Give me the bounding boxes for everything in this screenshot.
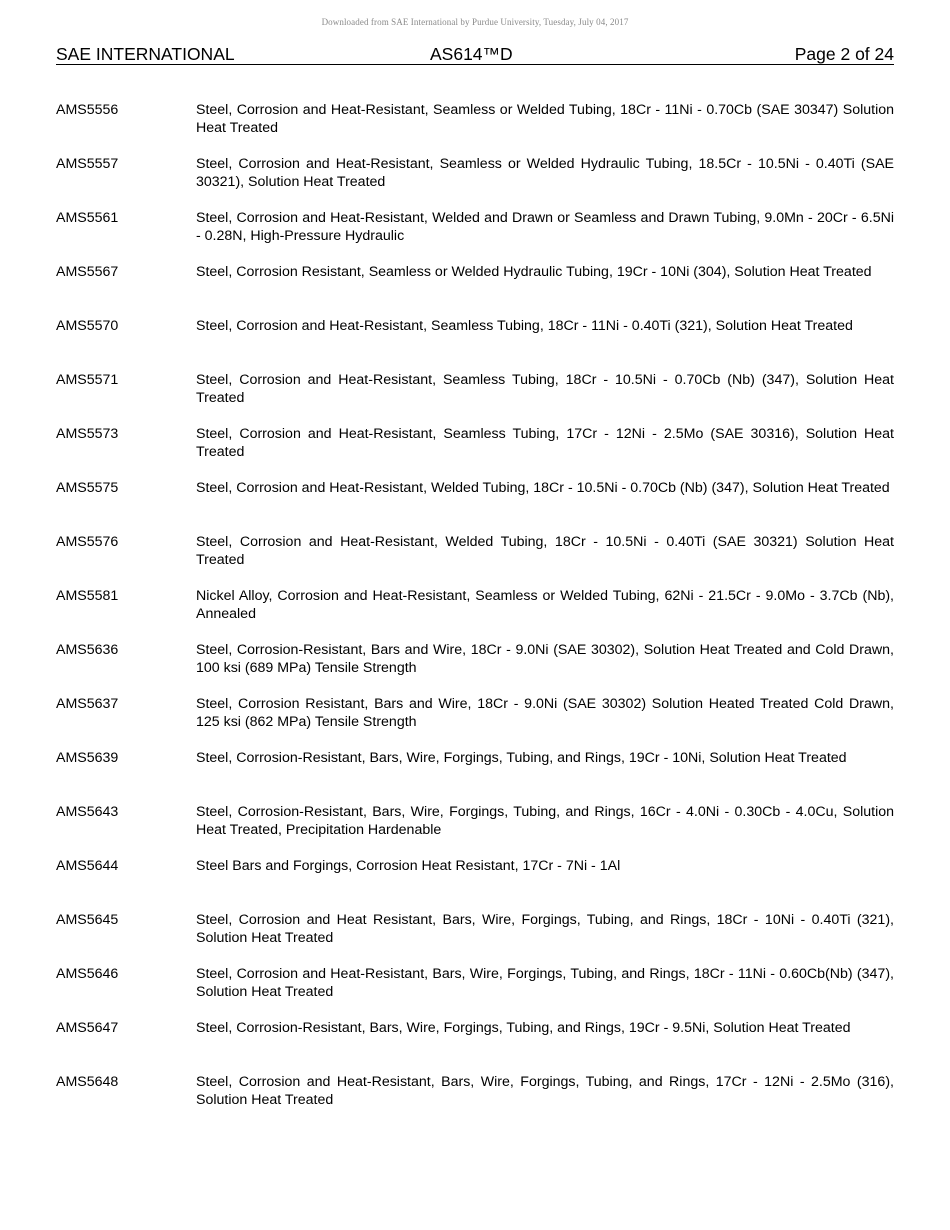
spec-description: Steel, Corrosion and Heat-Resistant, Bars, Wire, Forgings, Tubing, and Rings, 18Cr - 11Ni - 0.60Cb(Nb) (347), Solution Heat Treated	[196, 966, 894, 1000]
list-item	[56, 101, 894, 155]
spec-code: AMS5648	[56, 1074, 119, 1090]
spec-code: AMS5567	[56, 264, 119, 280]
spec-code: AMS5643	[56, 804, 119, 820]
spec-code: AMS5573	[56, 426, 119, 442]
spec-description: Steel, Corrosion and Heat-Resistant, Welded and Drawn or Seamless and Drawn Tubing, 9.0Mn - 20Cr - 6.5Ni - 0.28N, High-Pressure Hydraulic	[196, 210, 894, 244]
list-item	[56, 425, 894, 479]
spec-description: Steel, Corrosion and Heat-Resistant, Welded Tubing, 18Cr - 10.5Ni - 0.70Cb (Nb) (347), Solution Heat Treated	[196, 480, 890, 496]
list-item	[56, 155, 894, 209]
spec-code: AMS5646	[56, 966, 119, 982]
list-item	[56, 857, 894, 911]
list-item	[56, 371, 894, 425]
spec-code: AMS5636	[56, 642, 119, 658]
list-item	[56, 587, 894, 641]
specification-list	[56, 101, 894, 1127]
spec-description: Steel, Corrosion-Resistant, Bars, Wire, Forgings, Tubing, and Rings, 16Cr - 4.0Ni - 0.30Cb - 4.0Cu, Solution Heat Treated, Precipitation Hardenable	[196, 804, 894, 838]
page-number: Page 2 of 24	[794, 44, 894, 64]
spec-description: Steel, Corrosion-Resistant, Bars, Wire, Forgings, Tubing, and Rings, 19Cr - 9.5Ni, Solution Heat Treated	[196, 1020, 851, 1036]
spec-code: AMS5561	[56, 210, 119, 226]
list-item	[56, 317, 894, 371]
spec-description: Steel Bars and Forgings, Corrosion Heat Resistant, 17Cr - 7Ni - 1Al	[196, 858, 621, 874]
page-header	[56, 44, 894, 65]
spec-description: Steel, Corrosion Resistant, Bars and Wire, 18Cr - 9.0Ni (SAE 30302) Solution Heated Treated Cold Drawn, 125 ksi (862 MPa) Tensile Strength	[196, 696, 894, 730]
spec-description: Steel, Corrosion and Heat-Resistant, Seamless or Welded Tubing, 18Cr - 11Ni - 0.70Cb (SAE 30347) Solution Heat Treated	[196, 102, 894, 136]
spec-code: AMS5556	[56, 102, 119, 118]
list-item	[56, 641, 894, 695]
spec-code: AMS5637	[56, 696, 119, 712]
spec-code: AMS5645	[56, 912, 119, 928]
spec-description: Nickel Alloy, Corrosion and Heat-Resistant, Seamless or Welded Tubing, 62Ni - 21.5Cr - 9.0Mo - 3.7Cb (Nb), Annealed	[196, 588, 894, 622]
document-number: AS614™D	[430, 44, 513, 64]
spec-code: AMS5647	[56, 1020, 119, 1036]
spec-description: Steel, Corrosion and Heat-Resistant, Seamless Tubing, 17Cr - 12Ni - 2.5Mo (SAE 30316), Solution Heat Treated	[196, 426, 894, 460]
spec-description: Steel, Corrosion and Heat-Resistant, Bars, Wire, Forgings, Tubing, and Rings, 17Cr - 12Ni - 2.5Mo (316), Solution Heat Treated	[196, 1074, 894, 1108]
spec-code: AMS5575	[56, 480, 119, 496]
spec-description: Steel, Corrosion and Heat-Resistant, Welded Tubing, 18Cr - 10.5Ni - 0.40Ti (SAE 30321) Solution Heat Treated	[196, 534, 894, 568]
publisher-name: SAE INTERNATIONAL	[56, 44, 235, 64]
list-item	[56, 965, 894, 1019]
spec-description: Steel, Corrosion and Heat Resistant, Bars, Wire, Forgings, Tubing, and Rings, 18Cr - 10Ni - 0.40Ti (321), Solution Heat Treated	[196, 912, 894, 946]
spec-description: Steel, Corrosion-Resistant, Bars and Wire, 18Cr - 9.0Ni (SAE 30302), Solution Heat Treated and Cold Drawn, 100 ksi (689 MPa) Tensile Strength	[196, 642, 894, 676]
list-item	[56, 749, 894, 803]
spec-code: AMS5570	[56, 318, 119, 334]
list-item	[56, 533, 894, 587]
list-item	[56, 479, 894, 533]
spec-description: Steel, Corrosion-Resistant, Bars, Wire, Forgings, Tubing, and Rings, 19Cr - 10Ni, Solution Heat Treated	[196, 750, 847, 766]
list-item	[56, 1019, 894, 1073]
list-item	[56, 911, 894, 965]
spec-code: AMS5644	[56, 858, 119, 874]
spec-code: AMS5576	[56, 534, 119, 550]
list-item	[56, 209, 894, 263]
spec-description: Steel, Corrosion and Heat-Resistant, Seamless Tubing, 18Cr - 10.5Ni - 0.70Cb (Nb) (347), Solution Heat Treated	[196, 372, 894, 406]
download-watermark: Downloaded from SAE International by Purdue University, Tuesday, July 04, 2017	[321, 17, 629, 27]
spec-code: AMS5639	[56, 750, 119, 766]
list-item	[56, 803, 894, 857]
list-item	[56, 1073, 894, 1127]
spec-code: AMS5557	[56, 156, 119, 172]
list-item	[56, 263, 894, 317]
spec-code: AMS5571	[56, 372, 119, 388]
spec-description: Steel, Corrosion and Heat-Resistant, Seamless Tubing, 18Cr - 11Ni - 0.40Ti (321), Solution Heat Treated	[196, 318, 853, 334]
spec-description: Steel, Corrosion and Heat-Resistant, Seamless or Welded Hydraulic Tubing, 18.5Cr - 10.5Ni - 0.40Ti (SAE 30321), Solution Heat Treated	[196, 156, 894, 190]
spec-description: Steel, Corrosion Resistant, Seamless or Welded Hydraulic Tubing, 19Cr - 10Ni (304), Solution Heat Treated	[196, 264, 872, 280]
list-item	[56, 695, 894, 749]
spec-code: AMS5581	[56, 588, 119, 604]
